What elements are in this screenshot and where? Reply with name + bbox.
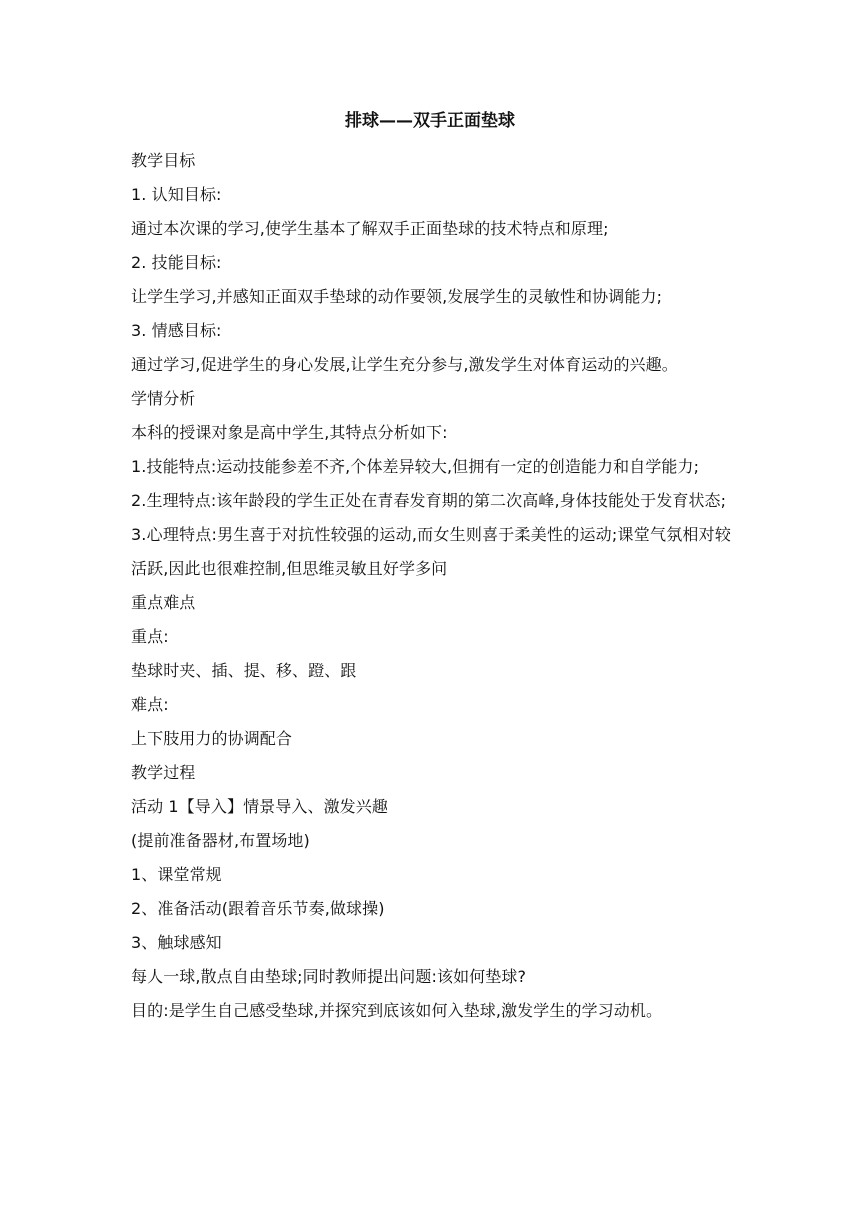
analysis-physiology: 2.生理特点:该年龄段的学生正处在青春发育期的第二次高峰,身体技能处于发育状态;: [131, 491, 727, 510]
goal-cognitive-text: 通过本次课的学习,使学生基本了解双手正面垫球的技术特点和原理;: [131, 219, 609, 238]
goal-skill-label: 2. 技能目标:: [131, 253, 222, 272]
heading-key-difficult: 重点难点: [131, 593, 196, 612]
step-class-routine: 1、课堂常规: [131, 865, 222, 884]
activity-1-title: 活动 1【导入】情景导入、激发兴趣: [131, 797, 388, 816]
key-point-text: 垫球时夹、插、提、移、蹬、跟: [131, 661, 357, 680]
activity-1-note: (提前准备器材,布置场地): [131, 831, 310, 850]
key-point-label: 重点:: [131, 627, 169, 646]
goal-emotion-label: 3. 情感目标:: [131, 321, 222, 340]
document-title: 排球——双手正面垫球: [345, 111, 515, 131]
step-ball-touch-text: 每人一球,散点自由垫球;同时教师提出问题:该如何垫球?: [131, 967, 527, 986]
student-analysis-intro: 本科的授课对象是高中学生,其特点分析如下:: [131, 423, 448, 442]
goal-emotion-text: 通过学习,促进学生的身心发展,让学生充分参与,激发学生对体育运动的兴趣。: [131, 355, 678, 374]
analysis-skill: 1.技能特点:运动技能参差不齐,个体差异较大,但拥有一定的创造能力和自学能力;: [131, 457, 700, 476]
difficult-point-label: 难点:: [131, 695, 169, 714]
goal-skill-text: 让学生学习,并感知正面双手垫球的动作要领,发展学生的灵敏性和协调能力;: [131, 287, 663, 306]
analysis-psychology: 3.心理特点:男生喜于对抗性较强的运动,而女生则喜于柔美性的运动;课堂气氛相对较活跃,因此也很难控制,但思维灵敏且好学多问: [131, 525, 731, 578]
step-ball-touch: 3、触球感知: [131, 933, 222, 952]
heading-teaching-goals: 教学目标: [131, 151, 196, 170]
heading-student-analysis: 学情分析: [131, 389, 196, 408]
difficult-point-text: 上下肢用力的协调配合: [131, 729, 293, 748]
heading-teaching-process: 教学过程: [131, 763, 196, 782]
step-warm-up: 2、准备活动(跟着音乐节奏,做球操): [131, 899, 385, 918]
goal-cognitive-label: 1. 认知目标:: [131, 185, 222, 204]
document-body: [131, 144, 731, 1028]
step-purpose-text: 目的:是学生自己感受垫球,并探究到底该如何入垫球,激发学生的学习动机。: [131, 1001, 663, 1020]
